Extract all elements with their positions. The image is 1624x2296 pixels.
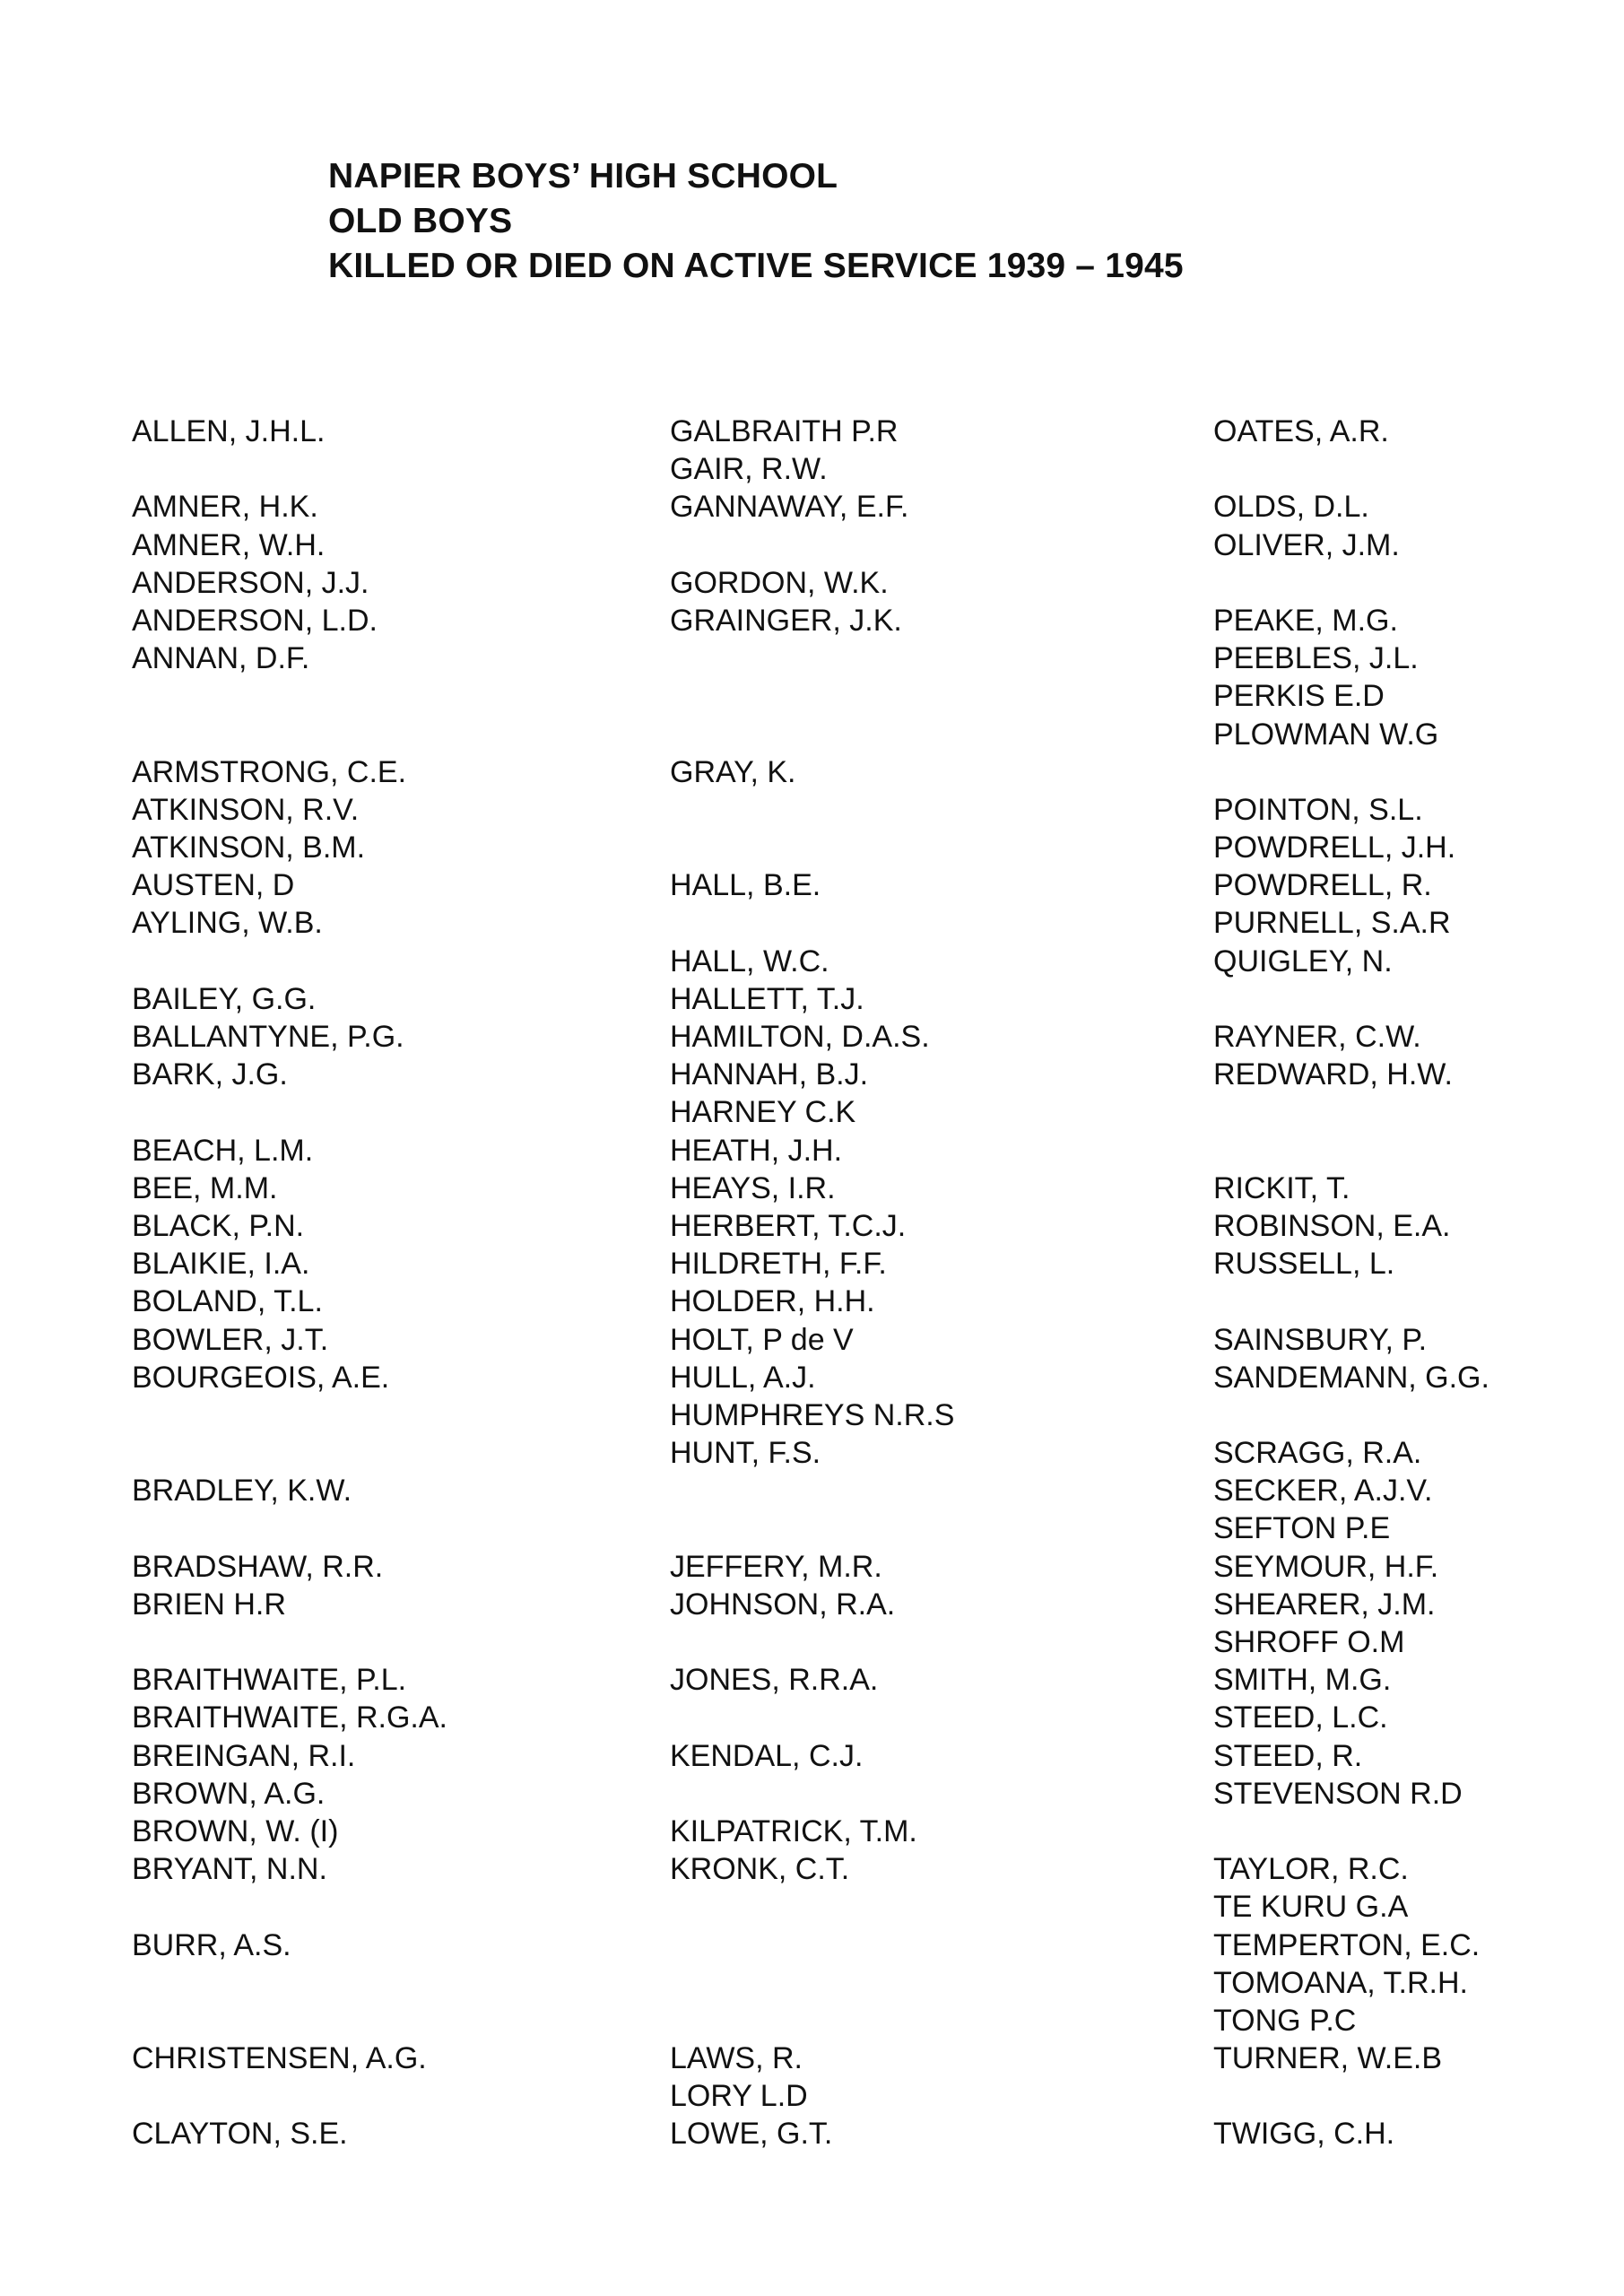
blank-line <box>670 829 954 866</box>
blank-line <box>1213 2077 1489 2115</box>
name-entry: HARNEY C.K <box>670 1095 856 1130</box>
school-name: NAPIER BOYS’ HIGH SCHOOL <box>328 157 838 196</box>
name-entry: AMNER, W.H. <box>132 527 326 562</box>
name-entry: BURR, A.S. <box>132 1927 291 1962</box>
name-entry: JONES, R.R.A. <box>670 1663 879 1698</box>
name-entry: SAINSBURY, P. <box>1213 1322 1428 1357</box>
name-entry: REDWARD, H.W. <box>1213 1057 1453 1092</box>
name-entry: JOHNSON, R.A. <box>670 1587 896 1622</box>
name-entry: ROBINSON, E.A. <box>1213 1208 1451 1243</box>
name-entry: GRAY, K. <box>670 754 796 789</box>
name-entry: BOWLER, J.T. <box>132 1322 329 1357</box>
blank-line <box>132 450 447 488</box>
name-entry: SEYMOUR, H.F. <box>1213 1549 1439 1584</box>
name-entry: LAWS, R. <box>670 2041 803 2076</box>
blank-line <box>670 639 954 677</box>
name-entry: HUMPHREYS N.R.S <box>670 1397 955 1432</box>
name-entry: LOWE, G.T. <box>670 2117 833 2152</box>
name-entry: LORY L.D <box>670 2079 808 2114</box>
name-entry: ANDERSON, J.J. <box>132 565 369 600</box>
name-entry: JEFFERY, M.R. <box>670 1549 882 1584</box>
name-entry: ANNAN, D.F. <box>132 641 310 676</box>
name-entry: GALBRAITH P.R <box>670 414 899 448</box>
name-entry: HALL, W.C. <box>670 944 829 978</box>
blank-line <box>1213 1813 1489 1850</box>
name-entry: PERKIS E.D <box>1213 679 1385 714</box>
name-entry: PEAKE, M.G. <box>1213 603 1398 638</box>
blank-line <box>132 2077 447 2115</box>
blank-line <box>132 2002 447 2039</box>
name-entry: SCRAGG, R.A. <box>1213 1436 1422 1471</box>
name-entry: QUIGLEY, N. <box>1213 944 1393 978</box>
name-entry: KRONK, C.T. <box>670 1852 850 1887</box>
name-entry: BAILEY, G.G. <box>132 981 317 1016</box>
name-entry: GANNAWAY, E.F. <box>670 490 909 525</box>
name-entry: SHROFF O.M <box>1213 1625 1405 1659</box>
blank-line <box>670 1926 954 1964</box>
name-entry: SHEARER, J.M. <box>1213 1587 1436 1622</box>
name-entry: POWDRELL, J.H. <box>1213 831 1456 865</box>
name-entry: HAMILTON, D.A.S. <box>670 1020 930 1054</box>
name-entry: TONG P.C <box>1213 2003 1357 2038</box>
blank-line <box>670 677 954 715</box>
name-entry: GAIR, R.W. <box>670 452 828 487</box>
name-entry: BLAIKIE, I.A. <box>132 1247 310 1282</box>
name-entry: AUSTEN, D <box>132 868 295 903</box>
name-entry: HOLT, P de V <box>670 1322 854 1357</box>
name-entry: PURNELL, S.A.R <box>1213 906 1451 941</box>
blank-line <box>1213 1132 1489 1170</box>
blank-line <box>670 1699 954 1736</box>
blank-line <box>132 716 447 753</box>
name-entry: AYLING, W.B. <box>132 906 323 941</box>
blank-line <box>1213 1396 1489 1434</box>
name-entry: BEACH, L.M. <box>132 1133 314 1168</box>
name-entry: BOLAND, T.L. <box>132 1284 323 1319</box>
blank-line <box>132 1888 447 1926</box>
name-entry: TEMPERTON, E.C. <box>1213 1927 1481 1962</box>
name-entry: TE KURU G.A <box>1213 1890 1409 1925</box>
blank-line <box>132 1396 447 1434</box>
blank-line <box>1213 564 1489 602</box>
name-entry: STEED, L.C. <box>1213 1700 1388 1735</box>
name-entry: RICKIT, T. <box>1213 1170 1350 1205</box>
name-entry: HERBERT, T.C.J. <box>670 1208 907 1243</box>
blank-line <box>670 2002 954 2039</box>
name-entry: BRADSHAW, R.R. <box>132 1549 384 1584</box>
blank-line <box>670 1775 954 1813</box>
name-entry: BOURGEOIS, A.E. <box>132 1360 390 1395</box>
name-entry: HEAYS, I.R. <box>670 1170 836 1205</box>
blank-line <box>132 1509 447 1547</box>
blank-line <box>1213 450 1489 488</box>
name-entry: KENDAL, C.J. <box>670 1738 864 1773</box>
name-entry: OLIVER, J.M. <box>1213 527 1400 562</box>
name-entry: HALLETT, T.J. <box>670 981 864 1016</box>
blank-line <box>132 1964 447 2002</box>
name-entry: SECKER, A.J.V. <box>1213 1474 1433 1509</box>
name-entry: ALLEN, J.H.L. <box>132 414 326 448</box>
name-entry: ARMSTRONG, C.E. <box>132 754 407 789</box>
name-entry: PEEBLES, J.L. <box>1213 641 1419 676</box>
name-entry: POWDRELL, R. <box>1213 868 1432 903</box>
name-entry: STEVENSON R.D <box>1213 1776 1463 1811</box>
name-entry: SEFTON P.E <box>1213 1511 1391 1546</box>
name-entry: SANDEMANN, G.G. <box>1213 1360 1489 1395</box>
blank-line <box>1213 753 1489 791</box>
blank-line <box>670 716 954 753</box>
name-entry: BARK, J.G. <box>132 1057 288 1092</box>
name-entry: AMNER, H.K. <box>132 490 318 525</box>
name-entry: BRIEN H.R <box>132 1587 286 1622</box>
heading-service-period: KILLED OR DIED ON ACTIVE SERVICE 1939 – 1945 <box>328 247 1184 285</box>
name-entry: CHRISTENSEN, A.G. <box>132 2041 427 2076</box>
name-entry: BLACK, P.N. <box>132 1208 305 1243</box>
name-entry: RAYNER, C.W. <box>1213 1020 1421 1054</box>
name-entry: BROWN, W. (I) <box>132 1813 339 1848</box>
blank-line <box>670 1509 954 1547</box>
name-entry: BRAITHWAITE, R.G.A. <box>132 1700 447 1735</box>
name-entry: BALLANTYNE, P.G. <box>132 1020 404 1054</box>
blank-line <box>670 791 954 829</box>
name-entry: OATES, A.R. <box>1213 414 1389 448</box>
blank-line <box>132 1093 447 1131</box>
name-entry: SMITH, M.G. <box>1213 1663 1392 1698</box>
blank-line <box>1213 1283 1489 1320</box>
name-entry: TOMOANA, T.R.H. <box>1213 1965 1469 2000</box>
name-entry: HILDRETH, F.F. <box>670 1247 887 1282</box>
name-entry: ATKINSON, R.V. <box>132 792 360 827</box>
blank-line <box>670 1964 954 2002</box>
names-column-1 <box>132 413 447 2153</box>
blank-line <box>1213 1093 1489 1131</box>
name-entry: BRADLEY, K.W. <box>132 1474 352 1509</box>
name-entry: KILPATRICK, T.M. <box>670 1813 917 1848</box>
blank-line <box>132 943 447 980</box>
name-entry: HULL, A.J. <box>670 1360 816 1395</box>
blank-line <box>670 526 954 564</box>
name-entry: GRAINGER, J.K. <box>670 603 902 638</box>
document-heading <box>328 154 1184 289</box>
name-entry: TAYLOR, R.C. <box>1213 1852 1409 1887</box>
names-column-3 <box>1213 413 1489 2153</box>
name-entry: PLOWMAN W.G <box>1213 717 1439 752</box>
name-entry: STEED, R. <box>1213 1738 1363 1773</box>
name-entry: BROWN, A.G. <box>132 1776 326 1811</box>
blank-line <box>670 904 954 942</box>
blank-line <box>132 677 447 715</box>
names-column-2 <box>670 413 954 2153</box>
blank-line <box>670 1623 954 1661</box>
name-entry: ATKINSON, B.M. <box>132 831 366 865</box>
name-entry: OLDS, D.L. <box>1213 490 1369 525</box>
blank-line <box>1213 980 1489 1018</box>
name-entry: HANNAH, B.J. <box>670 1057 869 1092</box>
name-entry: HALL, B.E. <box>670 868 821 903</box>
blank-line <box>132 1434 447 1472</box>
name-entry: TWIGG, C.H. <box>1213 2117 1395 2152</box>
name-entry: BRAITHWAITE, P.L. <box>132 1663 407 1698</box>
name-entry: RUSSELL, L. <box>1213 1247 1395 1282</box>
name-entry: CLAYTON, S.E. <box>132 2117 348 2152</box>
heading-subtitle: OLD BOYS <box>328 202 513 240</box>
blank-line <box>670 1888 954 1926</box>
name-entry: POINTON, S.L. <box>1213 792 1423 827</box>
name-entry: TURNER, W.E.B <box>1213 2041 1443 2076</box>
name-entry: BRYANT, N.N. <box>132 1852 327 1887</box>
name-entry: BEE, M.M. <box>132 1170 278 1205</box>
name-entry: BREINGAN, R.I. <box>132 1738 356 1773</box>
name-entry: HEATH, J.H. <box>670 1133 843 1168</box>
blank-line <box>670 1472 954 1509</box>
name-entry: ANDERSON, L.D. <box>132 603 378 638</box>
name-entry: HOLDER, H.H. <box>670 1284 875 1319</box>
name-entry: HUNT, F.S. <box>670 1436 821 1471</box>
blank-line <box>132 1623 447 1661</box>
name-entry: GORDON, W.K. <box>670 565 889 600</box>
